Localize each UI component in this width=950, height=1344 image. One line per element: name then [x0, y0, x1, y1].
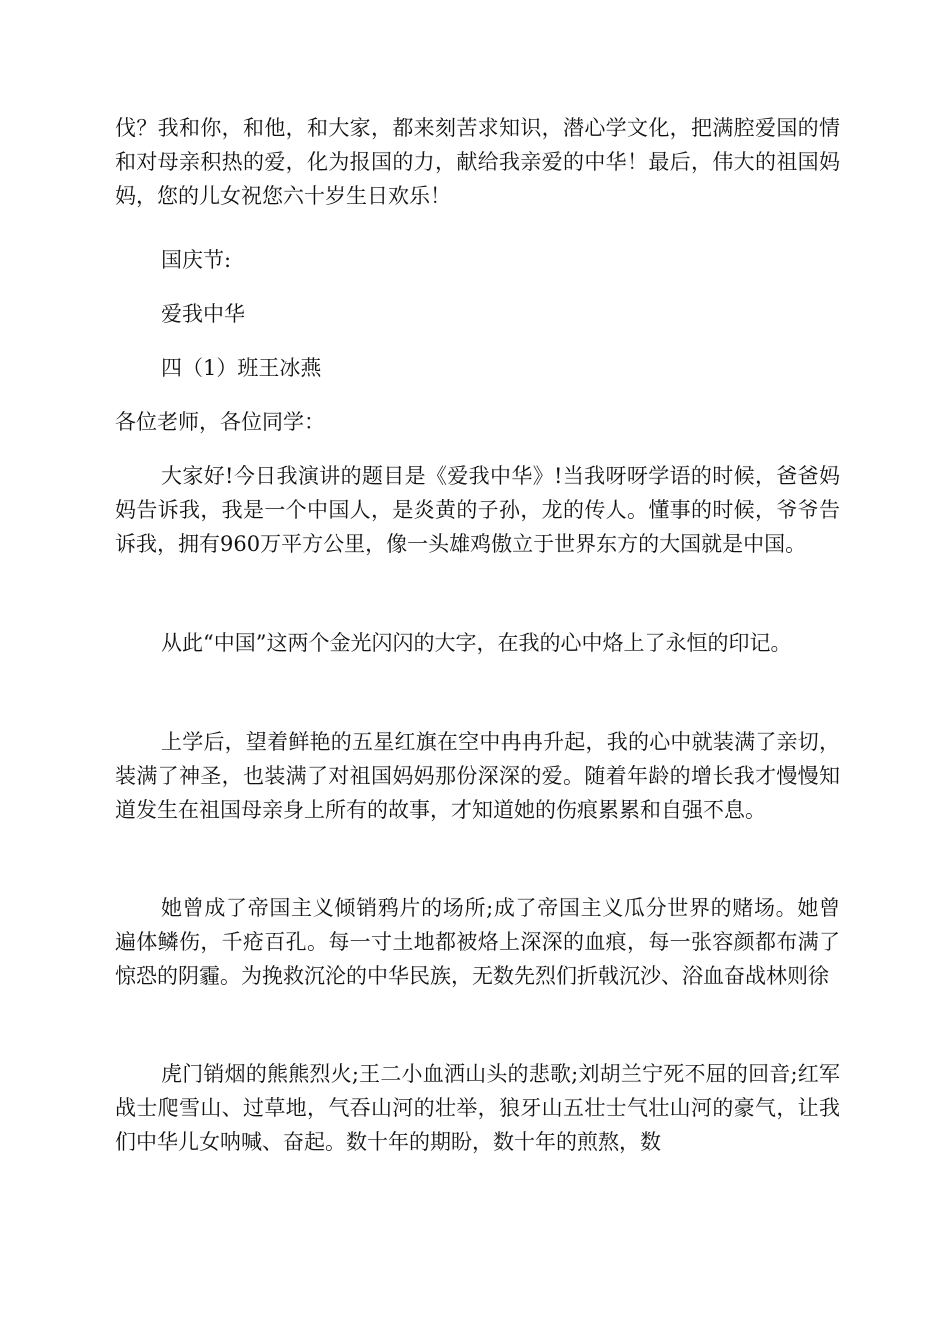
speech-salutation: 各位老师，各位同学：: [115, 410, 325, 434]
paragraph-flag: 上学后，望着鲜艳的五星红旗在空中冉冉升起，我的心中就装满了亲切，装满了神圣，也装满了对祖国妈妈那份深深的爱。随着年龄的增长我才慢慢知道发生在祖国母亲身上所有的故事，才知道她的伤痕累累和自强不息。: [115, 730, 840, 822]
paragraph-greeting: 大家好!今日我演讲的题目是《爱我中华》!当我呀呀学语的时候，爸爸妈妈告诉我，我是一个中国人，是炎黄的子孙，龙的传人。懂事的时候，爷爷告诉我，拥有960万平方公里，像一头雄鸡傲立于世界东方的大国就是中国。: [115, 464, 840, 556]
paragraph-history: 她曾成了帝国主义倾销鸦片的场所;成了帝国主义瓜分世界的赌场。她曾遍体鳞伤，千疮百孔。每一寸土地都被烙上深深的血痕，每一张容颜都布满了惊恐的阴霾。为挽救沉沦的中华民族，无数先烈们折戟沉沙、浴血奋战林则徐: [115, 896, 840, 988]
paragraph-heroes: 虎门销烟的熊熊烈火;王二小血洒山头的悲歌;刘胡兰宁死不屈的回音;红军战士爬雪山、过草地，气吞山河的壮举，狼牙山五壮士气壮山河的豪气，让我们中华儿女呐喊、奋起。数十年的期盼，数十年的煎熬，数: [115, 1062, 840, 1154]
speech-title: 爱我中华: [161, 302, 245, 326]
section-label-national-day: 国庆节:: [161, 248, 232, 272]
speech-author: 四（1）班王冰燕: [161, 356, 322, 380]
paragraph-china-imprint: 从此“中国”这两个金光闪闪的大字，在我的心中烙上了永恒的印记。: [161, 631, 792, 655]
paragraph-closing-wishes: 伐？我和你，和他，和大家，都来刻苦求知识，潜心学文化，把满腔爱国的情和对母亲积热的爱，化为报国的力，献给我亲爱的中华！最后，伟大的祖国妈妈，您的儿女祝您六十岁生日欢乐！: [115, 116, 840, 208]
